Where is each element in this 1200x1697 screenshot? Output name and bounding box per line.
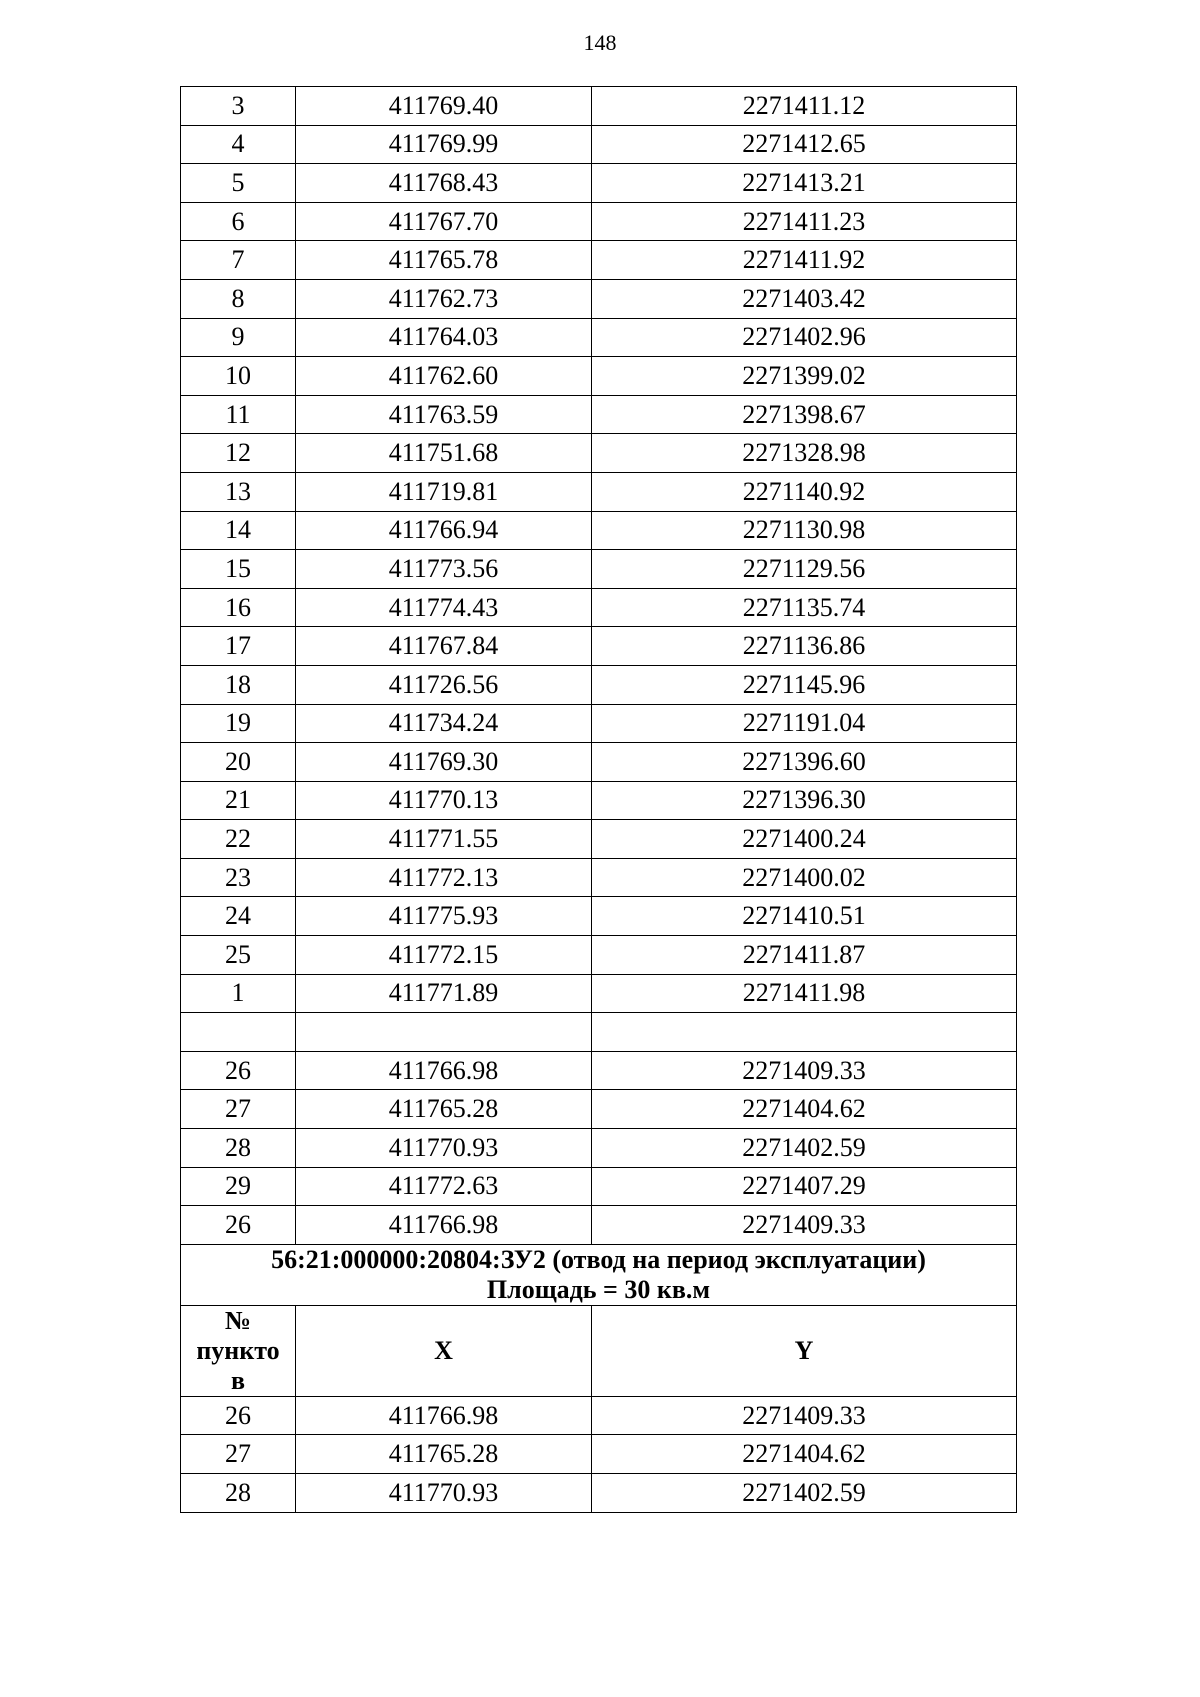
table-row: [181, 1396, 1017, 1435]
x-coordinate-cell: [296, 1013, 592, 1052]
x-coordinate-cell: 411719.81: [296, 472, 592, 511]
point-number-cell: 27: [181, 1435, 296, 1474]
x-coordinate-cell: 411762.73: [296, 279, 592, 318]
point-number-cell: 11: [181, 395, 296, 434]
table-row: [181, 665, 1017, 704]
point-number-cell: 26: [181, 1206, 296, 1245]
x-coordinate-cell: 411770.93: [296, 1129, 592, 1168]
y-coordinate-cell: 2271328.98: [592, 434, 1017, 473]
point-number-cell: 20: [181, 743, 296, 782]
table-row: [181, 511, 1017, 550]
point-number-cell: 7: [181, 241, 296, 280]
point-number-cell: 10: [181, 357, 296, 396]
y-coordinate-cell: 2271396.30: [592, 781, 1017, 820]
point-number-cell: 4: [181, 125, 296, 164]
point-number-cell: 3: [181, 87, 296, 126]
table-row: [181, 241, 1017, 280]
x-coordinate-cell: 411773.56: [296, 550, 592, 589]
y-coordinate-cell: 2271191.04: [592, 704, 1017, 743]
table-row: [181, 588, 1017, 627]
x-coordinate-cell: 411767.70: [296, 202, 592, 241]
point-number-cell: 17: [181, 627, 296, 666]
x-coordinate-cell: 411774.43: [296, 588, 592, 627]
table-row: [181, 87, 1017, 126]
table-row: [181, 1090, 1017, 1129]
point-number-cell: 26: [181, 1396, 296, 1435]
header-y: Y: [592, 1305, 1017, 1396]
y-coordinate-cell: 2271413.21: [592, 164, 1017, 203]
header-x: X: [296, 1305, 592, 1396]
table-row: [181, 1167, 1017, 1206]
section-title-cadastral: 56:21:000000:20804:ЗУ2 (отвод на период эксплуатации): [271, 1244, 926, 1274]
x-coordinate-cell: 411768.43: [296, 164, 592, 203]
table-row: [181, 1206, 1017, 1245]
y-coordinate-cell: 2271135.74: [592, 588, 1017, 627]
x-coordinate-cell: 411772.63: [296, 1167, 592, 1206]
y-coordinate-cell: 2271130.98: [592, 511, 1017, 550]
x-coordinate-cell: 411764.03: [296, 318, 592, 357]
table-row: [181, 202, 1017, 241]
y-coordinate-cell: 2271140.92: [592, 472, 1017, 511]
table-row: [181, 820, 1017, 859]
point-number-cell: 14: [181, 511, 296, 550]
y-coordinate-cell: 2271399.02: [592, 357, 1017, 396]
header-point-number: [181, 1305, 296, 1396]
x-coordinate-cell: 411769.40: [296, 87, 592, 126]
coordinates-table: [180, 86, 1017, 1513]
point-number-cell: 13: [181, 472, 296, 511]
table-row: [181, 897, 1017, 936]
point-number-cell: 29: [181, 1167, 296, 1206]
table-row: [181, 357, 1017, 396]
table-row: [181, 743, 1017, 782]
x-coordinate-cell: 411765.78: [296, 241, 592, 280]
y-coordinate-cell: 2271410.51: [592, 897, 1017, 936]
point-number-cell: 6: [181, 202, 296, 241]
y-coordinate-cell: [592, 1013, 1017, 1052]
x-coordinate-cell: 411766.98: [296, 1051, 592, 1090]
table-row: [181, 164, 1017, 203]
table-row: [181, 627, 1017, 666]
table-row: [181, 472, 1017, 511]
point-number-cell: 18: [181, 665, 296, 704]
table-row: [181, 1013, 1017, 1052]
table-row: [181, 1435, 1017, 1474]
y-coordinate-cell: 2271411.92: [592, 241, 1017, 280]
point-number-cell: 8: [181, 279, 296, 318]
header-num-word: пункто: [196, 1335, 280, 1365]
point-number-cell: 24: [181, 897, 296, 936]
section-title-row: [181, 1244, 1017, 1305]
table-row: [181, 1129, 1017, 1168]
table-row: [181, 781, 1017, 820]
table-row: [181, 434, 1017, 473]
point-number-cell: 16: [181, 588, 296, 627]
x-coordinate-cell: 411770.13: [296, 781, 592, 820]
y-coordinate-cell: 2271136.86: [592, 627, 1017, 666]
point-number-cell: 28: [181, 1129, 296, 1168]
point-number-cell: 22: [181, 820, 296, 859]
y-coordinate-cell: 2271412.65: [592, 125, 1017, 164]
y-coordinate-cell: 2271411.23: [592, 202, 1017, 241]
y-coordinate-cell: 2271129.56: [592, 550, 1017, 589]
point-number-cell: 19: [181, 704, 296, 743]
x-coordinate-cell: 411766.98: [296, 1206, 592, 1245]
table-row: [181, 125, 1017, 164]
x-coordinate-cell: 411772.15: [296, 936, 592, 975]
x-coordinate-cell: 411769.99: [296, 125, 592, 164]
y-coordinate-cell: 2271404.62: [592, 1435, 1017, 1474]
coordinates-group-1: [181, 87, 1017, 1245]
y-coordinate-cell: 2271407.29: [592, 1167, 1017, 1206]
x-coordinate-cell: 411775.93: [296, 897, 592, 936]
table-row: [181, 395, 1017, 434]
table-row: [181, 318, 1017, 357]
x-coordinate-cell: 411771.55: [296, 820, 592, 859]
x-coordinate-cell: 411734.24: [296, 704, 592, 743]
header-row: [181, 1305, 1017, 1396]
section-title-area: Площадь = 30 кв.м: [486, 1274, 711, 1304]
y-coordinate-cell: 2271411.98: [592, 974, 1017, 1013]
y-coordinate-cell: 2271403.42: [592, 279, 1017, 318]
x-coordinate-cell: 411770.93: [296, 1474, 592, 1513]
x-coordinate-cell: 411766.94: [296, 511, 592, 550]
y-coordinate-cell: 2271402.96: [592, 318, 1017, 357]
x-coordinate-cell: 411771.89: [296, 974, 592, 1013]
table-row: [181, 550, 1017, 589]
y-coordinate-cell: 2271411.12: [592, 87, 1017, 126]
point-number-cell: 1: [181, 974, 296, 1013]
section-title: [181, 1244, 1017, 1305]
x-coordinate-cell: 411772.13: [296, 858, 592, 897]
point-number-cell: 15: [181, 550, 296, 589]
y-coordinate-cell: 2271145.96: [592, 665, 1017, 704]
x-coordinate-cell: 411726.56: [296, 665, 592, 704]
y-coordinate-cell: 2271396.60: [592, 743, 1017, 782]
y-coordinate-cell: 2271402.59: [592, 1474, 1017, 1513]
y-coordinate-cell: 2271402.59: [592, 1129, 1017, 1168]
x-coordinate-cell: 411766.98: [296, 1396, 592, 1435]
table-row: [181, 1051, 1017, 1090]
x-coordinate-cell: 411767.84: [296, 627, 592, 666]
point-number-cell: 9: [181, 318, 296, 357]
header-num-sign: №: [224, 1305, 252, 1335]
section-2: [181, 1244, 1017, 1396]
x-coordinate-cell: 411751.68: [296, 434, 592, 473]
point-number-cell: [181, 1013, 296, 1052]
x-coordinate-cell: 411769.30: [296, 743, 592, 782]
y-coordinate-cell: 2271398.67: [592, 395, 1017, 434]
point-number-cell: 27: [181, 1090, 296, 1129]
table-row: [181, 1474, 1017, 1513]
y-coordinate-cell: 2271400.02: [592, 858, 1017, 897]
point-number-cell: 28: [181, 1474, 296, 1513]
x-coordinate-cell: 411765.28: [296, 1090, 592, 1129]
point-number-cell: 21: [181, 781, 296, 820]
y-coordinate-cell: 2271409.33: [592, 1051, 1017, 1090]
header-num-word-end: в: [230, 1365, 246, 1395]
x-coordinate-cell: 411763.59: [296, 395, 592, 434]
table-row: [181, 974, 1017, 1013]
y-coordinate-cell: 2271404.62: [592, 1090, 1017, 1129]
table-row: [181, 858, 1017, 897]
point-number-cell: 26: [181, 1051, 296, 1090]
point-number-cell: 12: [181, 434, 296, 473]
page-number: 148: [583, 30, 617, 55]
x-coordinate-cell: 411765.28: [296, 1435, 592, 1474]
y-coordinate-cell: 2271409.33: [592, 1206, 1017, 1245]
y-coordinate-cell: 2271411.87: [592, 936, 1017, 975]
y-coordinate-cell: 2271400.24: [592, 820, 1017, 859]
point-number-cell: 25: [181, 936, 296, 975]
point-number-cell: 23: [181, 858, 296, 897]
x-coordinate-cell: 411762.60: [296, 357, 592, 396]
y-coordinate-cell: 2271409.33: [592, 1396, 1017, 1435]
point-number-cell: 5: [181, 164, 296, 203]
table-row: [181, 279, 1017, 318]
coordinates-group-2: [181, 1396, 1017, 1512]
table-row: [181, 936, 1017, 975]
table-row: [181, 704, 1017, 743]
